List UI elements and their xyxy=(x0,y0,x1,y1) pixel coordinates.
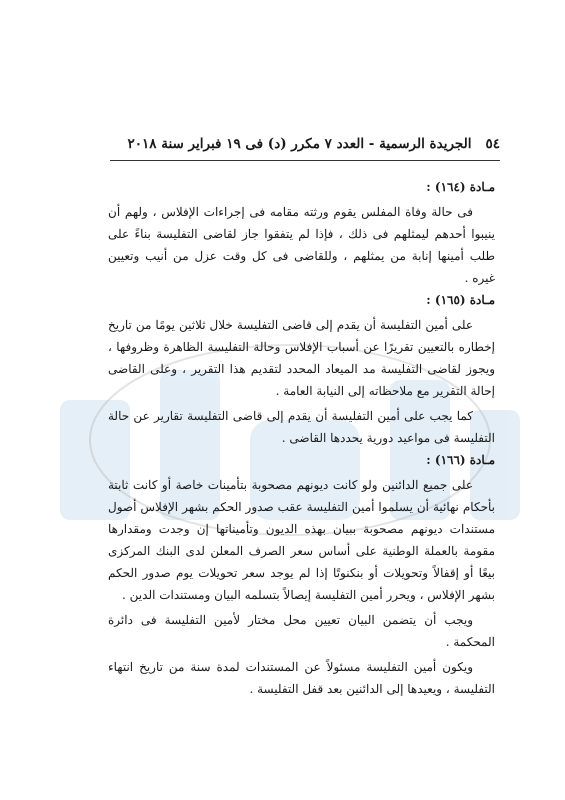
article-heading: مـادة (١٦٦) : xyxy=(426,453,495,467)
document-body xyxy=(108,176,495,700)
paragraph: على جميع الدائنين ولو كانت ديونهم مصحوبة بتأمينات خاصة أو كانت ثابتة بأحكام نهائية أن يسلموا أمين التفليسة عقب صدور الحكم بشهر الإفلاس أصول مستندات ديونهم مصحوبة ببيان بهذه الديون وتأميناتها إن وجدت ومقدارها مقومة بالعملة الوطنية على أساس سعر الصرف المعلن لدى البنك المركزى بيعًا أو إقفالاً وتحويلات أو بنكنوتًا إذا لم يوجد سعر تحويلات يوم صدور الحكم بشهر الإفلاس ، ويحرر أمين التفليسة إيصالاً بتسلمه البيان ومستندات الدين . xyxy=(108,478,495,602)
paragraph: على أمين التفليسة أن يقدم إلى قاضى التفليسة خلال ثلاثين يومًا من تاريخ إخطاره بالتعيين تقريرًا عن أسباب الإفلاس وحالة التفليسة الظاهرة وظروفها ، ويجوز لقاضى التفليسة مد الميعاد المحدد لتقديم هذا التقرير ، وعلى القاضى إحالة التقرير مع ملاحظاته إلى النيابة العامة . xyxy=(108,318,495,398)
page-header xyxy=(110,136,500,152)
paragraph: ويكون أمين التفليسة مسئولاً عن المستندات لمدة سنة من تاريخ انتهاء التفليسة ، ويعيدها إلى الدائنين بعد قفل التفليسة . xyxy=(108,660,495,696)
header-divider xyxy=(110,160,500,161)
paragraph: ويجب أن يتضمن البيان تعيين محل مختار لأمين التفليسة فى دائرة المحكمة . xyxy=(108,613,495,649)
paragraph: فى حالة وفاة المفلس يقوم ورثته مقامه فى إجراءات الإفلاس ، ولهم أن ينيبوا أحدهم ليمثلهم فى ذلك ، فإذا لم يتفقوا جاز لقاضى التفليسة بناءً على طلب أمينها إنابة من يمثلهم ، وللقاضى فى كل وقت عزل من أنيب وتعيين غيره . xyxy=(108,205,495,285)
paragraph: كما يجب على أمين التفليسة أن يقدم إلى قاضى التفليسة تقارير عن حالة التفليسة فى مواعيد دورية يحددها القاضى . xyxy=(108,409,495,445)
page-number: ٥٤ xyxy=(485,136,500,152)
gazette-title: الجريدة الرسمية - العدد ٧ مكرر (د) فى ١٩ فبراير سنة ٢٠١٨ xyxy=(127,136,472,152)
article-heading: مـادة (١٦٥) : xyxy=(426,293,495,307)
article-heading: مـادة (١٦٤) : xyxy=(426,180,495,194)
